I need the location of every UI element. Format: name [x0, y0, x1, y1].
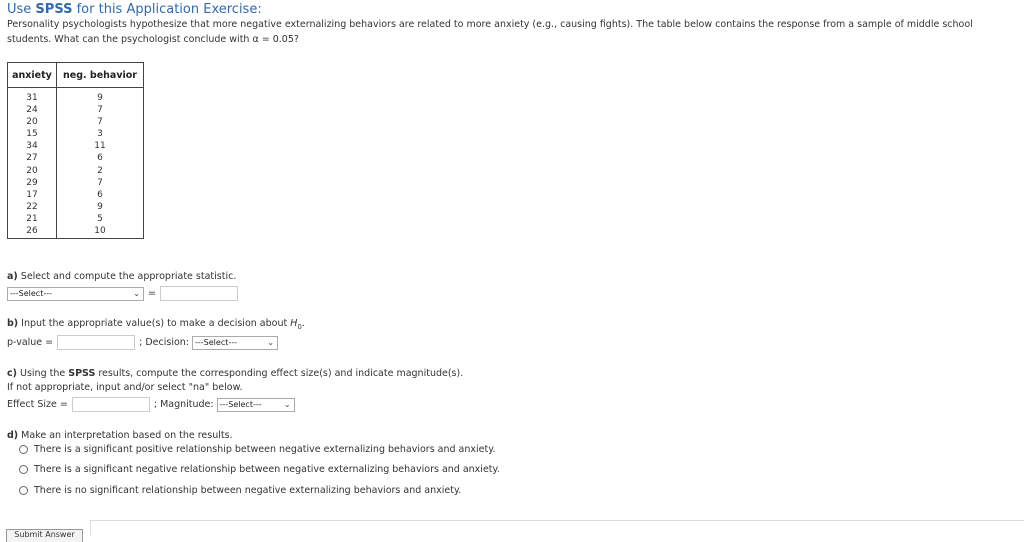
- radio-button[interactable]: [19, 486, 28, 495]
- header-prefix: Use: [7, 2, 36, 17]
- interpretation-option-positive[interactable]: [19, 444, 496, 455]
- part-b-end: .: [301, 318, 305, 329]
- anxiety-value: 22: [26, 201, 38, 212]
- anxiety-value: 27: [26, 153, 38, 164]
- neg-behavior-value: 10: [94, 226, 106, 237]
- neg-behavior-value: 5: [97, 213, 103, 224]
- neg-behavior-value: 6: [97, 153, 103, 164]
- anxiety-value: 34: [26, 141, 38, 152]
- chevron-down-icon: ⌄: [133, 289, 140, 298]
- equals-sign: =: [148, 288, 156, 299]
- col-header-anxiety: anxiety: [8, 63, 57, 88]
- h0-subscript: 0: [297, 322, 302, 331]
- anxiety-column: [8, 88, 57, 239]
- effect-size-label: Effect Size =: [7, 399, 68, 410]
- part-d-question: [7, 430, 233, 441]
- anxiety-value: 26: [26, 226, 38, 237]
- part-c-note: If not appropriate, input and/or select "na" below.: [7, 382, 243, 393]
- submit-answer-button[interactable]: Submit Answer: [6, 529, 83, 542]
- part-a-label: a): [7, 271, 18, 282]
- option-text: There is a significant positive relationship between negative externalizing behaviors and anxiety.: [34, 444, 496, 455]
- part-c-answer-row: [7, 397, 295, 412]
- radio-button[interactable]: [19, 465, 28, 474]
- part-c-post: results, compute the corresponding effect size(s) and indicate magnitude(s).: [95, 368, 464, 379]
- neg-behavior-value: 7: [97, 105, 103, 116]
- neg-behavior-value: 2: [97, 165, 103, 176]
- magnitude-select[interactable]: [217, 398, 295, 412]
- data-table: [7, 62, 144, 239]
- part-c-pre: Using the: [16, 368, 69, 379]
- anxiety-value: 20: [26, 165, 38, 176]
- decision-select-value: ---Select---: [195, 338, 238, 347]
- part-b-label: b): [7, 318, 19, 329]
- statistic-select-value: ---Select---: [10, 289, 52, 298]
- interpretation-option-negative[interactable]: [19, 464, 500, 475]
- option-text: There is a significant negative relationship between negative externalizing behaviors and anxiety.: [34, 464, 500, 475]
- neg-behavior-value: 7: [97, 117, 103, 128]
- section-divider-vertical: [90, 520, 91, 536]
- chevron-down-icon: ⌄: [267, 338, 275, 347]
- effect-size-input[interactable]: [72, 397, 150, 412]
- part-d-text: Make an interpretation based on the results.: [18, 430, 233, 441]
- anxiety-value: 24: [26, 105, 38, 116]
- neg-behavior-value: 9: [97, 93, 103, 103]
- intro-text: Personality psychologists hypothesize that more negative externalizing behaviors are related to more anxiety (e.g., causing fights). The table below contains the response from a sample of middle school students. What can the psychologist conclude with α = 0.05?: [7, 19, 973, 45]
- anxiety-value: 15: [26, 129, 38, 140]
- statistic-select[interactable]: [7, 287, 144, 301]
- header-spss: SPSS: [35, 2, 73, 17]
- anxiety-value: 21: [26, 213, 38, 224]
- part-b-answer-row: [7, 335, 278, 350]
- part-c-label: c): [7, 368, 17, 379]
- part-a-text: Select and compute the appropriate statistic.: [17, 271, 237, 282]
- part-c-spss: SPSS: [68, 368, 96, 379]
- neg-behavior-value: 6: [97, 189, 103, 200]
- radio-button[interactable]: [19, 445, 28, 454]
- anxiety-value: 31: [26, 93, 38, 103]
- section-divider: [90, 520, 1024, 521]
- neg-behavior-value: 11: [94, 141, 106, 152]
- neg-behavior-value: 3: [97, 129, 103, 140]
- statistic-input[interactable]: [160, 286, 238, 301]
- part-b-question: [7, 318, 305, 331]
- magnitude-label: ; Magnitude:: [153, 399, 214, 410]
- col-header-neg-behavior: neg. behavior: [57, 63, 144, 88]
- magnitude-select-value: ---Select---: [219, 400, 262, 409]
- header-suffix: for this Application Exercise:: [72, 2, 262, 17]
- part-d-label: d): [7, 430, 19, 441]
- anxiety-value: 20: [26, 117, 38, 128]
- pvalue-input[interactable]: [57, 335, 135, 350]
- neg-behavior-value: 9: [97, 201, 103, 212]
- part-c-question: [7, 368, 463, 379]
- chevron-down-icon: ⌄: [283, 400, 291, 409]
- part-b-text: Input the appropriate value(s) to make a decision about: [18, 318, 291, 329]
- anxiety-value: 29: [26, 177, 38, 188]
- exercise-header: [7, 2, 262, 17]
- anxiety-value: 17: [26, 189, 38, 200]
- decision-label: ; Decision:: [139, 337, 190, 348]
- decision-select[interactable]: [192, 336, 278, 350]
- option-text: There is no significant relationship between negative externalizing behaviors and anxiety.: [34, 485, 462, 496]
- h0-symbol: H: [290, 318, 298, 329]
- neg-behavior-value: 7: [97, 177, 103, 188]
- part-a-answer-row: [7, 286, 238, 301]
- pvalue-label: p-value =: [7, 337, 54, 348]
- interpretation-option-none[interactable]: [19, 485, 461, 496]
- neg-behavior-column: [57, 88, 144, 239]
- part-a-question: [7, 271, 236, 282]
